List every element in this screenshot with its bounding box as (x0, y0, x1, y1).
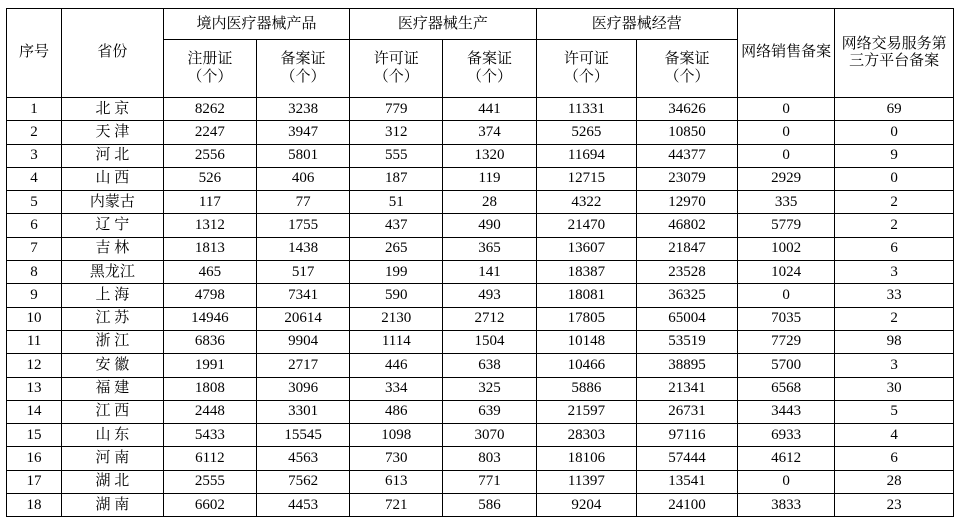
cell-third-party-platform-record: 98 (835, 330, 954, 353)
header-sub-distribution-license: 许可证 （个） (536, 40, 637, 98)
table-row (7, 237, 954, 260)
cell-distribution-filing: 12970 (637, 191, 738, 214)
header-third-party-platform-record: 网络交易服务第三方平台备案 (835, 9, 954, 98)
cell-manufacturing-filing: 141 (443, 261, 536, 284)
table-row (7, 424, 954, 447)
cell-third-party-platform-record: 5 (835, 400, 954, 423)
header-group-domestic-products: 境内医疗器械产品 (163, 9, 349, 40)
cell-third-party-platform-record: 6 (835, 447, 954, 470)
row-index: 10 (7, 307, 62, 330)
cell-domestic-registration: 1813 (163, 237, 256, 260)
cell-distribution-filing: 97116 (637, 424, 738, 447)
cell-domestic-filing: 4453 (256, 494, 349, 517)
row-index: 11 (7, 330, 62, 353)
row-province: 天 津 (62, 121, 164, 144)
header-index: 序号 (7, 9, 62, 98)
row-province: 上 海 (62, 284, 164, 307)
cell-domestic-registration: 6836 (163, 330, 256, 353)
table-row (7, 494, 954, 517)
cell-manufacturing-license: 199 (350, 261, 443, 284)
cell-domestic-registration: 4798 (163, 284, 256, 307)
cell-domestic-filing: 406 (256, 167, 349, 190)
cell-online-sales-record: 0 (737, 98, 834, 121)
cell-manufacturing-license: 437 (350, 214, 443, 237)
row-index: 8 (7, 261, 62, 284)
cell-domestic-filing: 3301 (256, 400, 349, 423)
cell-manufacturing-license: 334 (350, 377, 443, 400)
row-index: 1 (7, 98, 62, 121)
header-online-sales-record: 网络销售备案 (737, 9, 834, 98)
cell-online-sales-record: 6568 (737, 377, 834, 400)
cell-manufacturing-filing: 638 (443, 354, 536, 377)
cell-distribution-license: 11694 (536, 144, 637, 167)
row-index: 15 (7, 424, 62, 447)
row-province: 河 北 (62, 144, 164, 167)
cell-online-sales-record: 6933 (737, 424, 834, 447)
header-sub-distribution-filing: 备案证 （个） (637, 40, 738, 98)
row-province: 北 京 (62, 98, 164, 121)
cell-distribution-filing: 34626 (637, 98, 738, 121)
row-index: 3 (7, 144, 62, 167)
cell-domestic-registration: 6602 (163, 494, 256, 517)
cell-domestic-registration: 2448 (163, 400, 256, 423)
cell-domestic-filing: 3947 (256, 121, 349, 144)
row-province: 辽 宁 (62, 214, 164, 237)
header-sub-manufacturing-filing: 备案证 （个） (443, 40, 536, 98)
cell-online-sales-record: 0 (737, 284, 834, 307)
cell-distribution-license: 11397 (536, 470, 637, 493)
row-province: 黑龙江 (62, 261, 164, 284)
cell-manufacturing-license: 730 (350, 447, 443, 470)
cell-domestic-registration: 2556 (163, 144, 256, 167)
cell-manufacturing-filing: 490 (443, 214, 536, 237)
cell-distribution-filing: 24100 (637, 494, 738, 517)
row-province: 山 东 (62, 424, 164, 447)
cell-distribution-filing: 65004 (637, 307, 738, 330)
row-province: 湖 南 (62, 494, 164, 517)
row-index: 17 (7, 470, 62, 493)
cell-manufacturing-license: 187 (350, 167, 443, 190)
cell-distribution-license: 11331 (536, 98, 637, 121)
cell-third-party-platform-record: 28 (835, 470, 954, 493)
cell-manufacturing-license: 779 (350, 98, 443, 121)
cell-domestic-filing: 3096 (256, 377, 349, 400)
cell-distribution-filing: 53519 (637, 330, 738, 353)
header-sub-domestic-filing: 备案证 （个） (256, 40, 349, 98)
cell-distribution-license: 9204 (536, 494, 637, 517)
cell-online-sales-record: 0 (737, 121, 834, 144)
row-province: 安 徽 (62, 354, 164, 377)
cell-manufacturing-license: 590 (350, 284, 443, 307)
cell-distribution-filing: 44377 (637, 144, 738, 167)
cell-domestic-filing: 4563 (256, 447, 349, 470)
cell-domestic-registration: 117 (163, 191, 256, 214)
cell-distribution-license: 5265 (536, 121, 637, 144)
cell-distribution-license: 12715 (536, 167, 637, 190)
cell-distribution-license: 28303 (536, 424, 637, 447)
cell-third-party-platform-record: 2 (835, 307, 954, 330)
header-sub-domestic-registration: 注册证 （个） (163, 40, 256, 98)
cell-domestic-filing: 1438 (256, 237, 349, 260)
row-province: 浙 江 (62, 330, 164, 353)
table-row (7, 447, 954, 470)
cell-distribution-license: 18106 (536, 447, 637, 470)
cell-manufacturing-filing: 28 (443, 191, 536, 214)
row-province: 吉 林 (62, 237, 164, 260)
cell-online-sales-record: 5779 (737, 214, 834, 237)
cell-domestic-registration: 2247 (163, 121, 256, 144)
cell-domestic-registration: 8262 (163, 98, 256, 121)
table-row (7, 98, 954, 121)
table-row (7, 354, 954, 377)
header-province: 省份 (62, 9, 164, 98)
table-row (7, 307, 954, 330)
cell-distribution-license: 13607 (536, 237, 637, 260)
cell-distribution-license: 18081 (536, 284, 637, 307)
table-row (7, 330, 954, 353)
cell-distribution-filing: 38895 (637, 354, 738, 377)
table-row (7, 167, 954, 190)
cell-domestic-filing: 77 (256, 191, 349, 214)
cell-distribution-filing: 23528 (637, 261, 738, 284)
row-province: 湖 北 (62, 470, 164, 493)
cell-online-sales-record: 4612 (737, 447, 834, 470)
cell-distribution-license: 21597 (536, 400, 637, 423)
cell-manufacturing-license: 2130 (350, 307, 443, 330)
header-group-manufacturing: 医疗器械生产 (350, 9, 536, 40)
row-province: 福 建 (62, 377, 164, 400)
cell-distribution-license: 4322 (536, 191, 637, 214)
cell-manufacturing-license: 265 (350, 237, 443, 260)
cell-manufacturing-license: 312 (350, 121, 443, 144)
cell-distribution-license: 10466 (536, 354, 637, 377)
row-index: 16 (7, 447, 62, 470)
cell-distribution-filing: 57444 (637, 447, 738, 470)
cell-distribution-license: 10148 (536, 330, 637, 353)
cell-manufacturing-filing: 1504 (443, 330, 536, 353)
row-index: 13 (7, 377, 62, 400)
cell-online-sales-record: 1002 (737, 237, 834, 260)
cell-manufacturing-filing: 3070 (443, 424, 536, 447)
cell-distribution-license: 21470 (536, 214, 637, 237)
row-province: 山 西 (62, 167, 164, 190)
cell-manufacturing-filing: 119 (443, 167, 536, 190)
cell-distribution-filing: 21847 (637, 237, 738, 260)
cell-third-party-platform-record: 0 (835, 167, 954, 190)
cell-manufacturing-license: 1098 (350, 424, 443, 447)
cell-domestic-filing: 1755 (256, 214, 349, 237)
table-row (7, 214, 954, 237)
cell-online-sales-record: 3833 (737, 494, 834, 517)
cell-manufacturing-filing: 2712 (443, 307, 536, 330)
cell-distribution-license: 5886 (536, 377, 637, 400)
cell-domestic-registration: 14946 (163, 307, 256, 330)
table-body (7, 98, 954, 517)
cell-distribution-filing: 10850 (637, 121, 738, 144)
table-row (7, 400, 954, 423)
table-header (7, 9, 954, 98)
cell-domestic-registration: 1991 (163, 354, 256, 377)
cell-manufacturing-license: 1114 (350, 330, 443, 353)
cell-online-sales-record: 7035 (737, 307, 834, 330)
row-province: 江 苏 (62, 307, 164, 330)
table-row (7, 284, 954, 307)
header-sub-manufacturing-license: 许可证 （个） (350, 40, 443, 98)
cell-online-sales-record: 7729 (737, 330, 834, 353)
cell-manufacturing-filing: 493 (443, 284, 536, 307)
cell-online-sales-record: 0 (737, 470, 834, 493)
cell-domestic-filing: 20614 (256, 307, 349, 330)
table-row (7, 470, 954, 493)
cell-domestic-filing: 9904 (256, 330, 349, 353)
cell-distribution-license: 18387 (536, 261, 637, 284)
row-index: 12 (7, 354, 62, 377)
cell-manufacturing-filing: 639 (443, 400, 536, 423)
row-index: 5 (7, 191, 62, 214)
cell-manufacturing-license: 613 (350, 470, 443, 493)
table-row (7, 261, 954, 284)
cell-domestic-filing: 517 (256, 261, 349, 284)
cell-distribution-license: 17805 (536, 307, 637, 330)
cell-third-party-platform-record: 69 (835, 98, 954, 121)
cell-distribution-filing: 13541 (637, 470, 738, 493)
row-index: 7 (7, 237, 62, 260)
cell-manufacturing-filing: 1320 (443, 144, 536, 167)
row-index: 9 (7, 284, 62, 307)
cell-domestic-registration: 6112 (163, 447, 256, 470)
cell-manufacturing-filing: 374 (443, 121, 536, 144)
cell-manufacturing-license: 486 (350, 400, 443, 423)
cell-manufacturing-filing: 771 (443, 470, 536, 493)
table-row (7, 191, 954, 214)
row-index: 2 (7, 121, 62, 144)
cell-domestic-registration: 2555 (163, 470, 256, 493)
row-index: 4 (7, 167, 62, 190)
row-index: 14 (7, 400, 62, 423)
cell-manufacturing-filing: 441 (443, 98, 536, 121)
cell-distribution-filing: 46802 (637, 214, 738, 237)
cell-domestic-registration: 465 (163, 261, 256, 284)
cell-manufacturing-license: 51 (350, 191, 443, 214)
cell-manufacturing-filing: 325 (443, 377, 536, 400)
cell-domestic-filing: 3238 (256, 98, 349, 121)
cell-third-party-platform-record: 9 (835, 144, 954, 167)
cell-manufacturing-filing: 803 (443, 447, 536, 470)
row-index: 18 (7, 494, 62, 517)
cell-domestic-filing: 15545 (256, 424, 349, 447)
cell-distribution-filing: 21341 (637, 377, 738, 400)
cell-manufacturing-license: 446 (350, 354, 443, 377)
medical-device-statistics-table (6, 8, 954, 517)
cell-third-party-platform-record: 23 (835, 494, 954, 517)
cell-online-sales-record: 5700 (737, 354, 834, 377)
row-index: 6 (7, 214, 62, 237)
cell-online-sales-record: 2929 (737, 167, 834, 190)
row-province: 内蒙古 (62, 191, 164, 214)
cell-third-party-platform-record: 2 (835, 214, 954, 237)
cell-domestic-filing: 5801 (256, 144, 349, 167)
cell-third-party-platform-record: 3 (835, 354, 954, 377)
cell-manufacturing-license: 721 (350, 494, 443, 517)
row-province: 河 南 (62, 447, 164, 470)
cell-online-sales-record: 3443 (737, 400, 834, 423)
table-row (7, 144, 954, 167)
cell-third-party-platform-record: 4 (835, 424, 954, 447)
cell-domestic-filing: 2717 (256, 354, 349, 377)
cell-third-party-platform-record: 6 (835, 237, 954, 260)
table-row (7, 121, 954, 144)
cell-domestic-registration: 526 (163, 167, 256, 190)
cell-distribution-filing: 23079 (637, 167, 738, 190)
cell-manufacturing-filing: 365 (443, 237, 536, 260)
cell-domestic-registration: 1312 (163, 214, 256, 237)
row-province: 江 西 (62, 400, 164, 423)
cell-domestic-registration: 1808 (163, 377, 256, 400)
cell-third-party-platform-record: 2 (835, 191, 954, 214)
cell-third-party-platform-record: 0 (835, 121, 954, 144)
cell-online-sales-record: 1024 (737, 261, 834, 284)
cell-online-sales-record: 0 (737, 144, 834, 167)
cell-distribution-filing: 36325 (637, 284, 738, 307)
cell-domestic-filing: 7562 (256, 470, 349, 493)
cell-distribution-filing: 26731 (637, 400, 738, 423)
cell-manufacturing-license: 555 (350, 144, 443, 167)
table-row (7, 377, 954, 400)
cell-domestic-registration: 5433 (163, 424, 256, 447)
cell-third-party-platform-record: 3 (835, 261, 954, 284)
cell-third-party-platform-record: 30 (835, 377, 954, 400)
header-group-distribution: 医疗器械经营 (536, 9, 737, 40)
cell-manufacturing-filing: 586 (443, 494, 536, 517)
cell-domestic-filing: 7341 (256, 284, 349, 307)
cell-third-party-platform-record: 33 (835, 284, 954, 307)
cell-online-sales-record: 335 (737, 191, 834, 214)
